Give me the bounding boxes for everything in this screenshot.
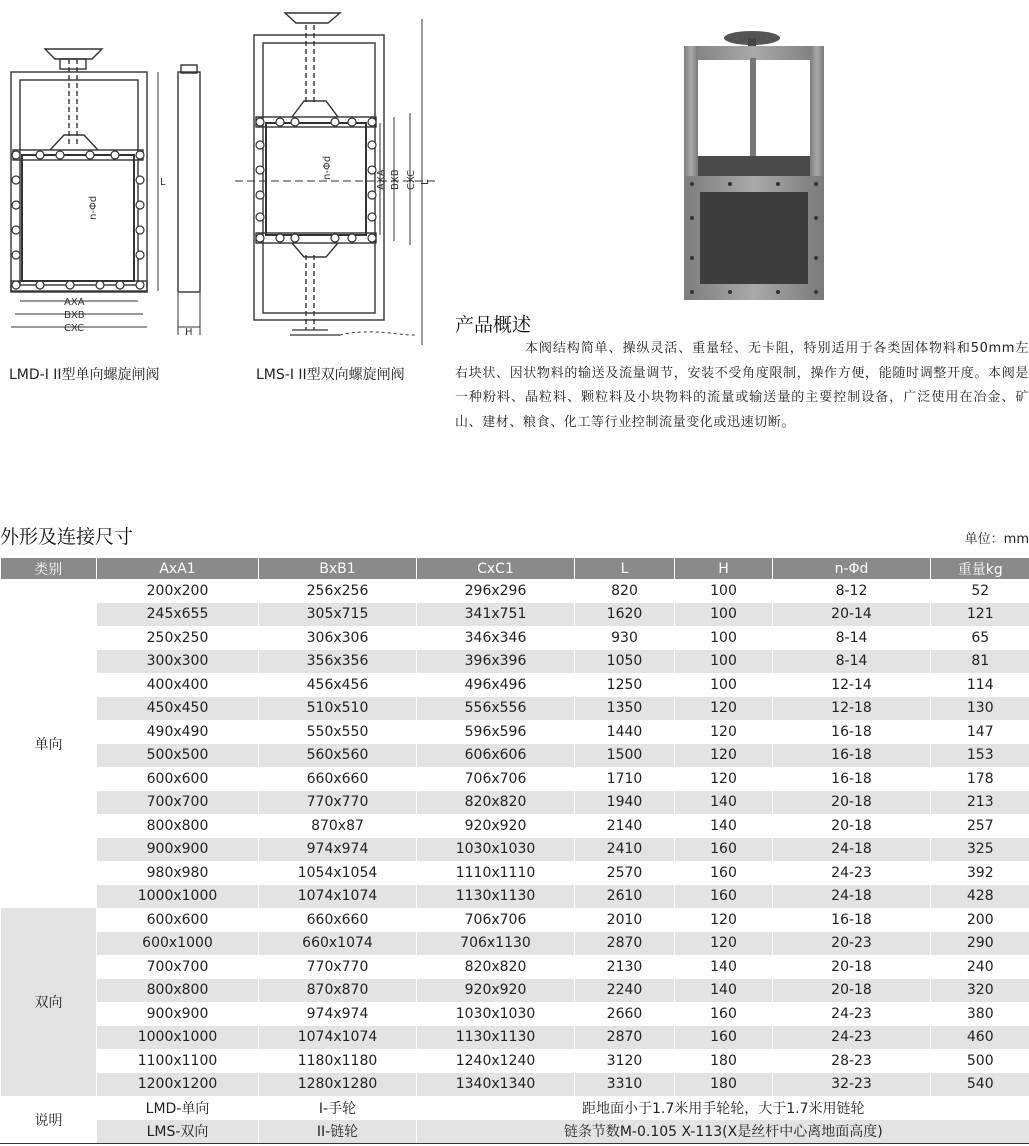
table-cell: 1000x1000 (97, 1026, 259, 1050)
table-cell: 213 (931, 791, 1029, 815)
table-cell: 974x974 (259, 1002, 417, 1026)
table-cell: 380 (931, 1002, 1029, 1026)
table-cell: 346x346 (417, 626, 575, 650)
table-cell: 20-18 (773, 791, 931, 815)
table-cell: 256x256 (259, 579, 417, 603)
table-cell: 596x596 (417, 720, 575, 744)
table-cell: 300x300 (97, 650, 259, 674)
table-row (1, 603, 1029, 627)
table-cell: 24-18 (773, 838, 931, 862)
table-row (1, 697, 1029, 721)
table-cell: 140 (675, 791, 773, 815)
label-axa: AXA (64, 297, 85, 308)
table-cell: 160 (675, 838, 773, 862)
table-cell: 1250 (575, 673, 675, 697)
table-cell: 1000x1000 (97, 885, 259, 909)
table-header-row (1, 558, 1029, 579)
table-cell: 428 (931, 885, 1029, 909)
table-cell: 980x980 (97, 861, 259, 885)
label-l: L (160, 177, 166, 188)
table-cell: 2240 (575, 979, 675, 1003)
double-valve-drawing (230, 5, 440, 350)
table-cell: 24-18 (773, 885, 931, 909)
table-cell: 121 (931, 603, 1029, 627)
table-cell: 8-14 (773, 626, 931, 650)
table-cell: 900x900 (97, 838, 259, 862)
table-cell: 100 (675, 579, 773, 603)
note-type: LMS-双向 (97, 1120, 259, 1144)
table-cell: 100 (675, 603, 773, 627)
table-row (1, 932, 1029, 956)
table-cell: 870x87 (259, 814, 417, 838)
column-header: H (675, 558, 773, 579)
table-cell: 8-12 (773, 579, 931, 603)
note-drive: II-链轮 (259, 1120, 417, 1144)
table-cell: 606x606 (417, 744, 575, 768)
table-cell: 1030x1030 (417, 1002, 575, 1026)
table-cell: 920x920 (417, 814, 575, 838)
table-cell: 1030x1030 (417, 838, 575, 862)
table-cell: 306x306 (259, 626, 417, 650)
column-header: BxB1 (259, 558, 417, 579)
table-cell: 870x870 (259, 979, 417, 1003)
table-row (1, 650, 1029, 674)
table-cell: 770x770 (259, 955, 417, 979)
column-header: 重量kg (931, 558, 1029, 579)
table-cell: 147 (931, 720, 1029, 744)
table-cell: 20-18 (773, 979, 931, 1003)
table-row (1, 908, 1029, 932)
overview-paragraph: 本阀结构简单、操纵灵活、重量轻、无卡阻，特别适用于各类固体物料和50mm左右块状、因状物料的输送及流量调节，安装不受角度限制，操作方便，能随时调整开度。本阀是一种粉料、晶粒料、颗粒料及小块物料的流量或输送量的主要控制设备，广泛使用在冶金、矿山、建材、粮食、化工等行业控制流量变化或迅速切断。 (455, 341, 1029, 430)
table-cell: 140 (675, 979, 773, 1003)
table-cell: 770x770 (259, 791, 417, 815)
table-cell: 2570 (575, 861, 675, 885)
table-cell: 341x751 (417, 603, 575, 627)
table-cell: 930 (575, 626, 675, 650)
table-cell: 820 (575, 579, 675, 603)
table-cell: 20-23 (773, 932, 931, 956)
table-cell: 305x715 (259, 603, 417, 627)
table-cell: 12-18 (773, 697, 931, 721)
table-row (1, 791, 1029, 815)
table-cell: 2610 (575, 885, 675, 909)
table-cell: 820x820 (417, 955, 575, 979)
caption-single: LMD-I II型单向螺旋闸阀 (9, 367, 160, 383)
table-cell: 600x1000 (97, 932, 259, 956)
table-cell: 2410 (575, 838, 675, 862)
note-description: 距地面小于1.7米用手轮轮，大于1.7米用链轮 (417, 1096, 1029, 1120)
table-cell: 1100x1100 (97, 1049, 259, 1073)
label-h: H (185, 327, 193, 338)
table-cell: 1340x1340 (417, 1073, 575, 1097)
table-row (1, 814, 1029, 838)
label-bxb: BXB (64, 310, 85, 321)
table-cell: 120 (675, 744, 773, 768)
table-cell: 1200x1200 (97, 1073, 259, 1097)
table-cell: 81 (931, 650, 1029, 674)
table-cell: 3310 (575, 1073, 675, 1097)
table-cell: 120 (675, 932, 773, 956)
dimensions-table (0, 558, 1029, 1144)
table-cell: 920x920 (417, 979, 575, 1003)
table-cell: 24-23 (773, 1026, 931, 1050)
note-drive: I-手轮 (259, 1096, 417, 1120)
table-row (1, 767, 1029, 791)
table-cell: 556x556 (417, 697, 575, 721)
label-bxb-2: BXB (390, 169, 401, 190)
table-cell: 1500 (575, 744, 675, 768)
table-cell: 1180x1180 (259, 1049, 417, 1073)
table-cell: 800x800 (97, 814, 259, 838)
table-cell: 496x496 (417, 673, 575, 697)
category-cell: 单向 (1, 579, 97, 908)
table-cell: 24-23 (773, 1002, 931, 1026)
table-row (1, 720, 1029, 744)
table-cell: 16-18 (773, 720, 931, 744)
note-description: 链条节数M-0.105 X-113(X是丝杆中心离地面高度) (417, 1120, 1029, 1144)
table-cell: 900x900 (97, 1002, 259, 1026)
label-cxc-2: CXC (406, 169, 417, 190)
table-cell: 1074x1074 (259, 1026, 417, 1050)
table-cell: 200 (931, 908, 1029, 932)
table-cell: 32-23 (773, 1073, 931, 1097)
note-row (1, 1120, 1029, 1144)
table-row (1, 626, 1029, 650)
table-cell: 245x655 (97, 603, 259, 627)
unit-label: 单位：mm (964, 532, 1029, 547)
table-cell: 320 (931, 979, 1029, 1003)
table-row (1, 744, 1029, 768)
table-cell: 490x490 (97, 720, 259, 744)
table-cell: 12-14 (773, 673, 931, 697)
table-cell: 160 (675, 861, 773, 885)
table-cell: 120 (675, 767, 773, 791)
table-cell: 1074x1074 (259, 885, 417, 909)
table-cell: 250x250 (97, 626, 259, 650)
table-row (1, 1049, 1029, 1073)
table-cell: 700x700 (97, 791, 259, 815)
table-cell: 1130x1130 (417, 885, 575, 909)
dimensions-title: 外形及连接尺寸 (0, 526, 134, 548)
table-cell: 1440 (575, 720, 675, 744)
table-cell: 28-23 (773, 1049, 931, 1073)
label-axa-2: AXA (376, 169, 387, 190)
note-type: LMD-单向 (97, 1096, 259, 1120)
table-cell: 660x1074 (259, 932, 417, 956)
table-row (1, 979, 1029, 1003)
table-cell: 178 (931, 767, 1029, 791)
table-cell: 1940 (575, 791, 675, 815)
table-cell: 560x560 (259, 744, 417, 768)
table-row (1, 955, 1029, 979)
table-cell: 180 (675, 1049, 773, 1073)
table-cell: 392 (931, 861, 1029, 885)
table-cell: 153 (931, 744, 1029, 768)
table-cell: 2010 (575, 908, 675, 932)
note-label-cell: 说明 (1, 1096, 97, 1144)
caption-double: LMS-I II型双向螺旋闸阀 (256, 367, 405, 383)
table-cell: 120 (675, 697, 773, 721)
table-cell: 1710 (575, 767, 675, 791)
table-cell: 120 (675, 720, 773, 744)
overview-title: 产品概述 (455, 314, 532, 336)
table-cell: 325 (931, 838, 1029, 862)
label-nd-2: n-Φd (322, 155, 333, 180)
column-header: L (575, 558, 675, 579)
table-cell: 65 (931, 626, 1029, 650)
table-cell: 700x700 (97, 955, 259, 979)
table-cell: 140 (675, 814, 773, 838)
column-header: AxA1 (97, 558, 259, 579)
table-cell: 20-14 (773, 603, 931, 627)
table-cell: 100 (675, 626, 773, 650)
table-row (1, 1002, 1029, 1026)
category-cell: 双向 (1, 908, 97, 1096)
table-cell: 140 (675, 955, 773, 979)
table-cell: 706x1130 (417, 932, 575, 956)
table-cell: 974x974 (259, 838, 417, 862)
column-header: n-Φd (773, 558, 931, 579)
table-row (1, 861, 1029, 885)
table-cell: 356x356 (259, 650, 417, 674)
table-cell: 1620 (575, 603, 675, 627)
table-cell: 180 (675, 1073, 773, 1097)
table-cell: 114 (931, 673, 1029, 697)
product-photo (680, 28, 830, 303)
table-cell: 257 (931, 814, 1029, 838)
table-cell: 800x800 (97, 979, 259, 1003)
table-cell: 20-18 (773, 814, 931, 838)
table-cell: 16-18 (773, 767, 931, 791)
table-row (1, 673, 1029, 697)
table-cell: 120 (675, 908, 773, 932)
column-header: 类别 (1, 558, 97, 579)
table-cell: 1280x1280 (259, 1073, 417, 1097)
single-valve-drawing (0, 35, 215, 345)
table-cell: 706x706 (417, 908, 575, 932)
table-row (1, 1026, 1029, 1050)
handwheel-shape (45, 49, 102, 59)
column-header: CxC1 (417, 558, 575, 579)
table-cell: 200x200 (97, 579, 259, 603)
table-cell: 160 (675, 1026, 773, 1050)
table-cell: 2140 (575, 814, 675, 838)
table-cell: 2870 (575, 1026, 675, 1050)
table-cell: 8-14 (773, 650, 931, 674)
table-cell: 296x296 (417, 579, 575, 603)
table-cell: 290 (931, 932, 1029, 956)
table-cell: 100 (675, 650, 773, 674)
table-cell: 550x550 (259, 720, 417, 744)
table-cell: 450x450 (97, 697, 259, 721)
overview-text (455, 337, 1029, 435)
table-cell: 510x510 (259, 697, 417, 721)
table-cell: 1350 (575, 697, 675, 721)
table-cell: 100 (675, 673, 773, 697)
table-cell: 1054x1054 (259, 861, 417, 885)
table-cell: 600x600 (97, 767, 259, 791)
table-cell: 130 (931, 697, 1029, 721)
table-cell: 1110x1110 (417, 861, 575, 885)
table-cell: 2660 (575, 1002, 675, 1026)
table-cell: 660x660 (259, 767, 417, 791)
table-cell: 2130 (575, 955, 675, 979)
table-cell: 52 (931, 579, 1029, 603)
table-cell: 500 (931, 1049, 1029, 1073)
table-cell: 456x456 (259, 673, 417, 697)
table-cell: 24-23 (773, 861, 931, 885)
table-row (1, 838, 1029, 862)
table-cell: 460 (931, 1026, 1029, 1050)
label-cxc: CXC (64, 323, 85, 334)
label-l-2: L (420, 179, 431, 185)
table-cell: 2870 (575, 932, 675, 956)
table-cell: 820x820 (417, 791, 575, 815)
table-cell: 400x400 (97, 673, 259, 697)
table-cell: 160 (675, 1002, 773, 1026)
note-row (1, 1096, 1029, 1120)
table-cell: 706x706 (417, 767, 575, 791)
table-cell: 160 (675, 885, 773, 909)
table-cell: 1240x1240 (417, 1049, 575, 1073)
table-cell: 660x660 (259, 908, 417, 932)
table-cell: 396x396 (417, 650, 575, 674)
table-row (1, 579, 1029, 603)
table-cell: 16-18 (773, 908, 931, 932)
table-cell: 1050 (575, 650, 675, 674)
table-cell: 16-18 (773, 744, 931, 768)
table-cell: 240 (931, 955, 1029, 979)
table-row (1, 885, 1029, 909)
table-cell: 500x500 (97, 744, 259, 768)
table-cell: 540 (931, 1073, 1029, 1097)
table-cell: 1130x1130 (417, 1026, 575, 1050)
table-cell: 3120 (575, 1049, 675, 1073)
table-row (1, 1073, 1029, 1097)
label-nd: n-Φd (88, 195, 99, 220)
table-cell: 20-18 (773, 955, 931, 979)
table-cell: 600x600 (97, 908, 259, 932)
